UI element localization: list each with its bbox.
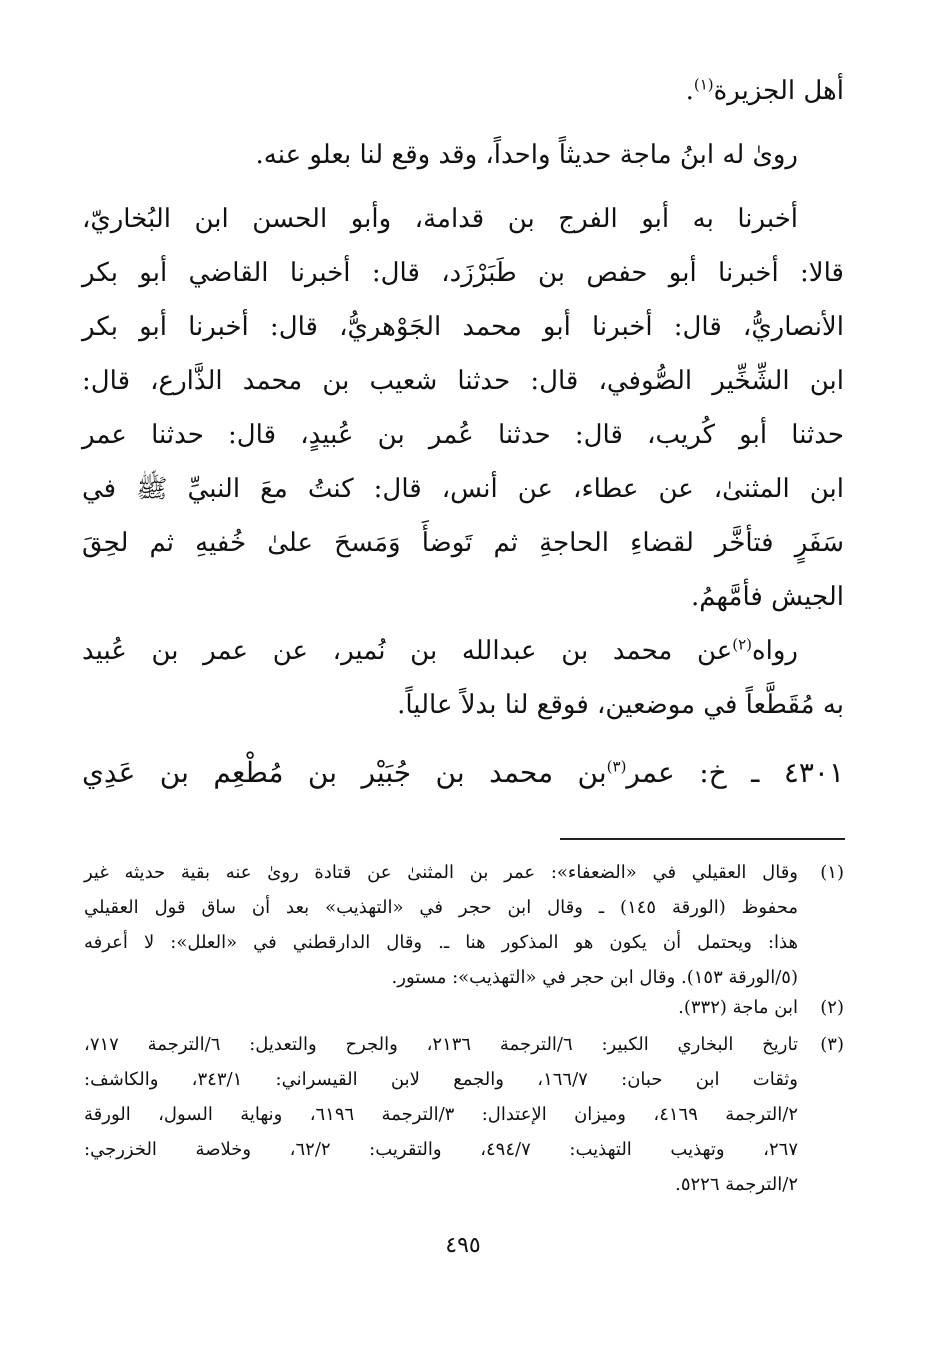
text-segment: رواه [752,636,798,666]
text-segment: ٤٣٠١ ـ خ: عمر [626,756,844,789]
footnote-separator [560,838,845,840]
text-line: ابن المثنىٰ، عن عطاء، عن أنس، قال: كنتُ معَ النبيِّ ﷺ في [82,474,844,504]
footnote-number: (٣) [820,1034,844,1055]
main-text [82,64,844,800]
text-line [82,624,844,678]
text-segment: عن محمد بن عبدالله بن نُمير، عن عمر بن عُبيد [82,636,733,666]
footnote-line: وقال العقيلي في «الضعفاء»: عمر بن المثنىٰ عن قتادة روىٰ عنه بقية حديثه غير [84,862,798,883]
footnote-line: محفوظ (الورقة ١٤٥) ـ وقال ابن حجر في «التهذيب» بعد أن ساق قول العقيلي [84,897,798,918]
text-line: الأنصاريُّ، قال: أخبرنا أبو محمد الجَوْهريُّ، قال: أخبرنا أبو بكر [82,312,844,342]
footnote [84,1027,844,1202]
footnote [84,995,844,1021]
text-line: سَفَرٍ فتأخَّر لقضاءِ الحاجةِ ثم تَوضأَ وَمَسحَ علىٰ خُفيهِ ثم لحِقَ [82,528,844,558]
footnote-line: وثقات ابن حبان: ١٦٦/٧، والجمع لابن القيسراني: ٣٤٣/١، والكاشف: [84,1069,799,1090]
footnote-body [84,995,798,1021]
footnote-number: (٢) [820,997,844,1018]
entry-heading [82,746,844,800]
text-line: قالا: أخبرنا أبو حفص بن طَبَرْزَد، قال: أخبرنا القاضي أبو بكر [82,258,844,288]
text-line: الجيش فأمَّهمُ. [690,582,844,612]
footnote-ref: (٣) [606,757,627,776]
footnote-body [84,855,798,995]
footnote-number: (١) [820,862,844,883]
footnote-line: تاريخ البخاري الكبير: ٦/الترجمة ٢١٣٦، والجرح والتعديل: ٦/الترجمة ٧١٧، [84,1034,798,1055]
text-line [82,64,844,118]
footnote-line: (٥/الورقة ١٥٣). وقال ابن حجر في «التهذيب»: مستور. [391,967,798,988]
text-line: ابن الشِّخِّير الصُّوفي، قال: حدثنا شعيب بن محمد الذَّارع، قال: [82,366,844,396]
footnote-ref: (٢) [732,635,753,654]
footnotes [84,855,844,1202]
footnote-body [84,1027,798,1202]
footnote-line: ابن ماجة (٣٣٢). [678,997,798,1018]
text-line: روىٰ له ابنُ ماجة حديثاً واحداً، وقد وقع لنا بعلو عنه. [255,140,798,170]
footnote [84,855,844,995]
footnote-line: ٢٦٧، وتهذيب التهذيب: ٤٩٤/٧، والتقريب: ٦٢/٢، وخلاصة الخزرجي: [84,1139,798,1160]
footnote-line: ٢/الترجمة ٥٢٢٦. [675,1174,798,1195]
text-line: به مُقَطَّعاً في موضعين، فوقع لنا بدلاً عالياً. [397,690,844,720]
text-line: حدثنا أبو كُريب، قال: حدثنا عُمر بن عُبيدٍ، قال: حدثنا عمر [82,420,844,450]
footnote-ref: (١) [693,75,714,94]
text-segment: أهل الجزيرة [713,76,844,106]
footnote-line: هذا: ويحتمل أن يكون هو المذكور هنا ـ. وقال الدارقطني في «العلل»: لا أعرفه [84,932,798,953]
text-line: أخبرنا به أبو الفرج بن قدامة، وأبو الحسن ابن البُخاريّ، [82,204,798,234]
footnote-line: ٢/الترجمة ٤١٦٩، وميزان الإعتدال: ٣/الترجمة ٦١٩٦، ونهاية السول، الورقة [84,1104,798,1125]
text-segment: . [685,76,694,106]
page-number: ٤٩٥ [445,1233,481,1258]
text-segment: بن محمد بن جُبَيْر بن مُطْعِم بن عَدِي [82,756,607,789]
